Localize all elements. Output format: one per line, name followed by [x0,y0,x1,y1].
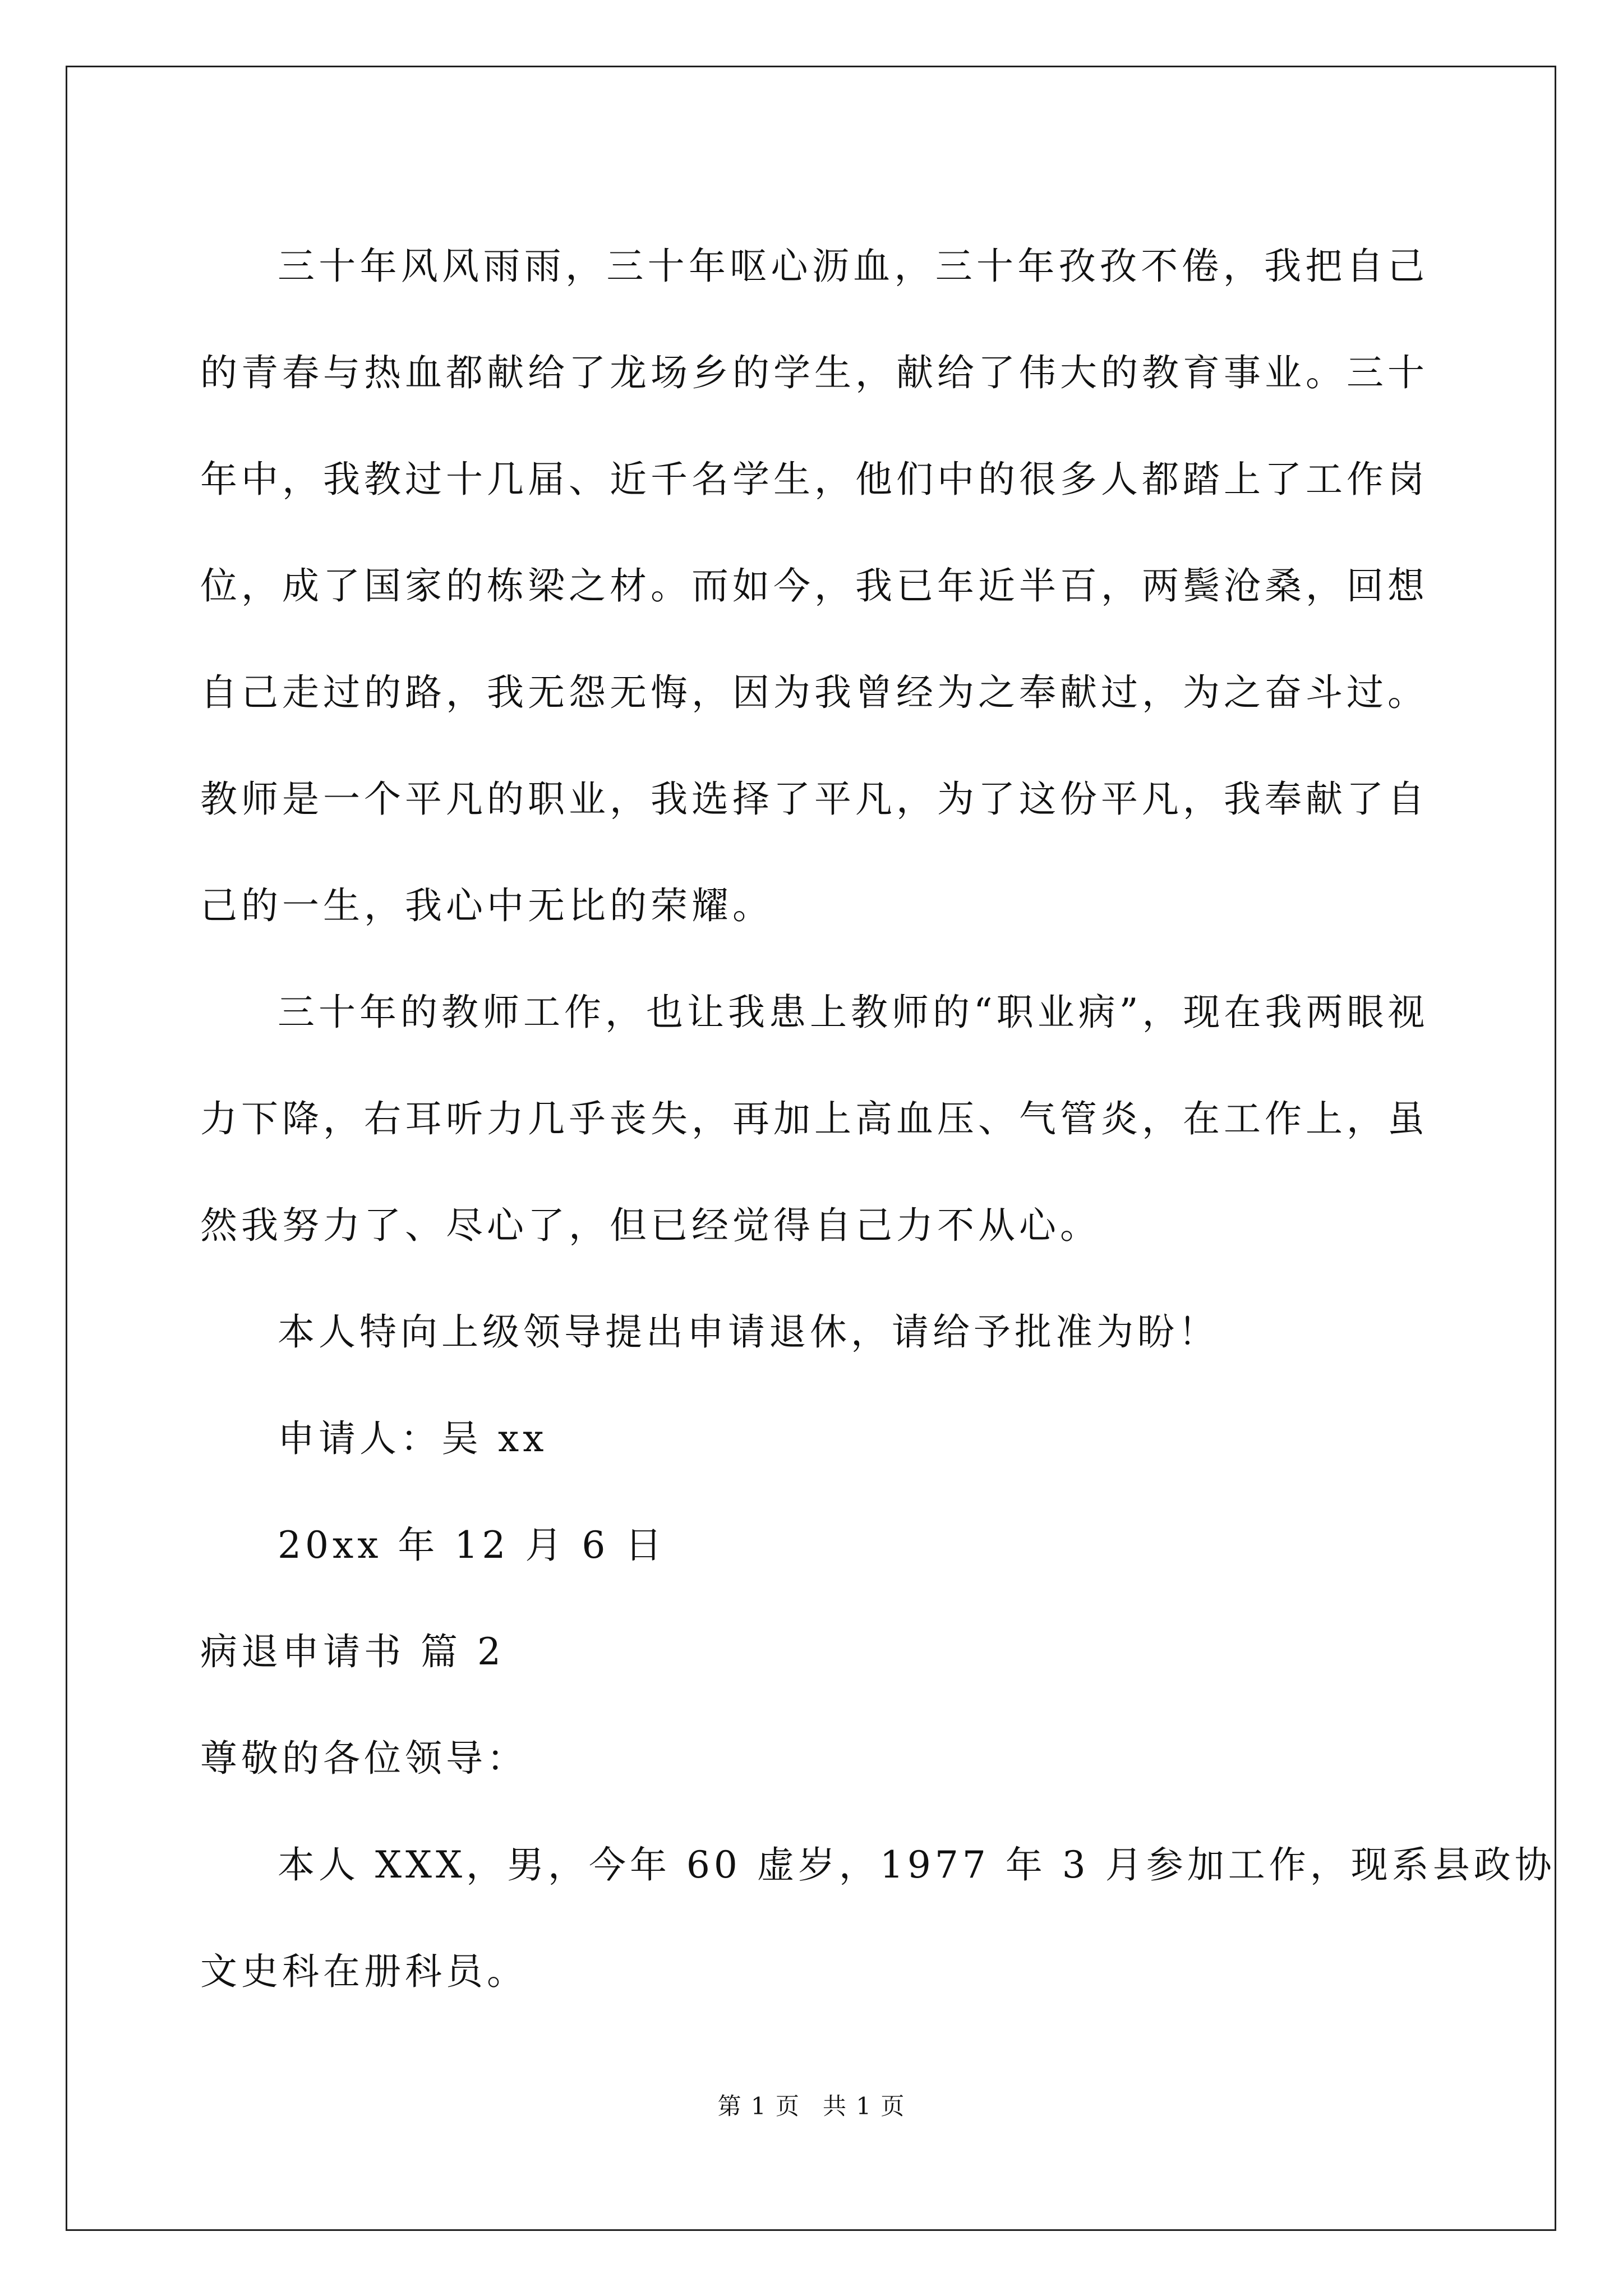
page-footer [0,2088,1623,2122]
paragraph-line: 己的一生，我心中无比的荣耀。 [200,884,773,927]
request-line: 本人特向上级领导提出申请退休，请给予批准为盼！ [278,1310,1219,1354]
page-number: 第 1 页 [717,2092,800,2120]
applicant-line: 申请人：吴 xx [278,1417,548,1460]
salutation: 尊敬的各位领导： [200,1737,528,1780]
total-pages: 共 1 页 [823,2092,906,2120]
paragraph-line: 三十年风风雨雨，三十年呕心沥血，三十年孜孜不倦，我把自己 [278,245,1428,288]
paragraph-line: 然我努力了、尽心了，但已经觉得自己力不从心。 [200,1204,1101,1247]
paragraph-line: 三十年的教师工作，也让我患上教师的“职业病”，现在我两眼视 [278,991,1429,1034]
paragraph-line: 年中，我教过十几届、近千名学生，他们中的很多人都踏上了工作岗 [200,458,1428,501]
paragraph-line: 本人 XXX，男，今年 60 虚岁，1977 年 3 月参加工作，现系县政协 [278,1843,1556,1887]
document-body [200,213,1556,2025]
paragraph-line: 力下降，右耳听力几乎丧失，再加上高血压、气管炎，在工作上，虽 [200,1097,1428,1140]
paragraph-line: 教师是一个平凡的职业，我选择了平凡，为了这份平凡，我奉献了自 [200,777,1428,821]
paragraph-line: 文史科在册科员。 [200,1950,528,1993]
paragraph-line: 的青春与热血都献给了龙场乡的学生，献给了伟大的教育事业。三十 [200,351,1428,394]
date-line: 20xx 年 12 月 6 日 [278,1524,666,1567]
paragraph-line: 自己走过的路，我无怨无悔，因为我曾经为之奉献过，为之奋斗过。 [200,671,1428,714]
section-heading: 病退申请书 篇 2 [200,1630,505,1673]
paragraph-line: 位，成了国家的栋梁之材。而如今，我已年近半百，两鬓沧桑，回想 [200,564,1428,608]
